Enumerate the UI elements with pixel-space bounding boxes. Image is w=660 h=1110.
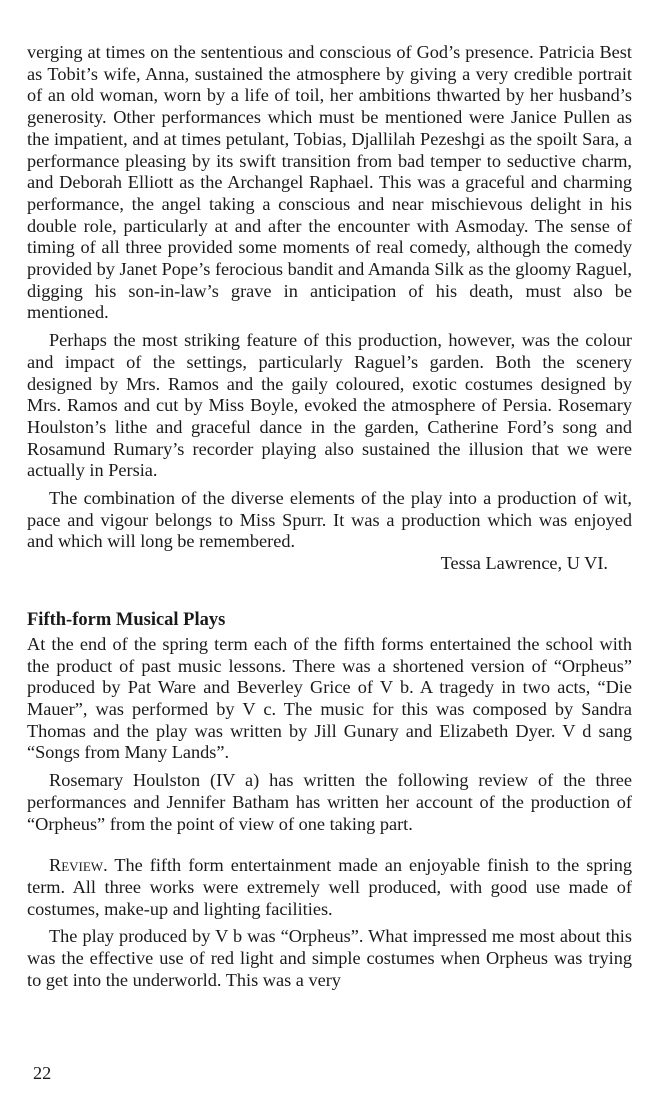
review-label: Review.	[49, 855, 108, 876]
page-number: 22	[33, 1063, 52, 1083]
document-page	[27, 42, 632, 991]
paragraph-review	[27, 855, 632, 920]
paragraph-review-intro: Rosemary Houlston (IV a) has written the following review of the three performances and Jennifer Batham has written her account of the production of “Orpheus” from the point of view of one taking part.	[27, 770, 632, 834]
paragraph-settings: Perhaps the most striking feature of this production, however, was the colour and impact of the settings, particularly Raguel’s garden. Both the scenery designed by Mrs. Ramos and the gaily coloured, exotic costumes designed by Mrs. Ramos and cut by Miss Boyle, evoked the atmosphere of Persia. Rosemary Houlston’s lithe and graceful dance in the garden, Catherine Ford’s song and Rosamund Rumary’s recorder playing also sustained the illusion that we were actually in Persia.	[27, 330, 632, 481]
paragraph-orpheus: The play produced by V b was “Orpheus”. What impressed me most about this was the effective use of red light and simple costumes when Orpheus was trying to get into the underworld. This was a very	[27, 926, 632, 990]
review-text: The fifth form entertainment made an enjoyable finish to the spring term. All three works were extremely well produced, with good use made of costumes, make-up and lighting facilities.	[27, 855, 632, 919]
paragraph-intro: At the end of the spring term each of the fifth forms entertained the school with the product of past music lessons. There was a shortened version of “Orpheus” produced by Pat Ware and Beverley Grice of V b. A tragedy in two acts, “Die Mauer”, was performed by V c. The music for this was composed by Sandra Thomas and the play was written by Jill Gunary and Elizabeth Dyer. V d sang “Songs from Many Lands”.	[27, 633, 632, 763]
paragraph-conclusion: The combination of the diverse elements of the play into a production of wit, pace and vigour belongs to Miss Spurr. It was a production which was enjoyed and which will long be remembered.	[27, 488, 632, 552]
author-signature: Tessa Lawrence, U VI.	[440, 553, 608, 574]
paragraph-performances: verging at times on the sententious and conscious of God’s presence. Patricia Best as Tobit’s wife, Anna, sustained the atmosphere by giving a very credible portrait of an old woman, worn by a life of toil, her ambitions thwarted by her husband’s generosity. Other performances which must be mentioned were Janice Pullen as the impatient, and at times petulant, Tobias, Djallilah Pezeshgi as the spoilt Sara, a performance pleasing by its swift transition from bad temper to seductive charm, and Deborah Elliott as the Archangel Raphael. This was a graceful and charming performance, the angel taking a conscious and near mischievous delight in his double role, particularly at and after the encounter with Asmoday. The sense of timing of all three provided some moments of real comedy, although the comedy provided by Janet Pope’s ferocious bandit and Amanda Silk as the gloomy Raguel, digging his son-in-law’s grave in anticipation of his death, must also be mentioned.	[27, 42, 632, 323]
section-heading: Fifth-form Musical Plays	[27, 609, 226, 630]
